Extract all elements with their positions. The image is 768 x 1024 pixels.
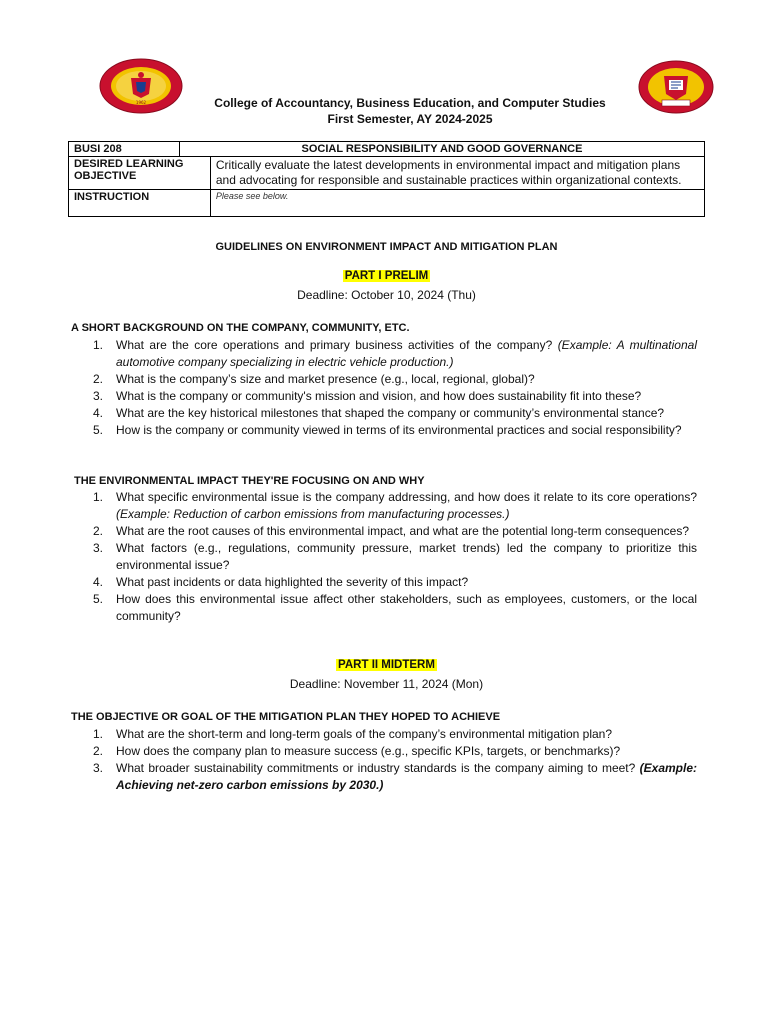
course-row xyxy=(69,142,705,157)
list-item xyxy=(71,760,697,794)
part2-deadline: Deadline: November 11, 2024 (Mon) xyxy=(289,677,484,691)
section-title: THE ENVIRONMENTAL IMPACT THEY'RE FOCUSING ON AND WHY xyxy=(74,475,425,487)
question-list xyxy=(71,726,697,794)
list-item xyxy=(71,743,697,760)
item-text: What factors (e.g., regulations, community pressure, market trends) led the company to prioritize this environmental issue? xyxy=(116,541,697,572)
course-info-table xyxy=(68,141,705,217)
list-item xyxy=(71,388,697,405)
item-text: What specific environmental issue is the company addressing, and how does it relate to its core operations? xyxy=(116,490,697,504)
instruction-row xyxy=(69,190,705,217)
part2-title xyxy=(68,659,705,671)
objective-row xyxy=(69,157,705,190)
list-item xyxy=(71,523,697,540)
question-list xyxy=(71,337,697,439)
item-text: What are the root causes of this environmental impact, and what are the potential long-term consequences? xyxy=(116,524,689,538)
item-example: (Example: Reduction of carbon emissions from manufacturing processes.) xyxy=(116,507,510,521)
list-item xyxy=(71,371,697,388)
part2-title-text: PART II MIDTERM xyxy=(338,659,435,671)
item-number: 1. xyxy=(93,490,104,504)
item-number: 1. xyxy=(93,727,104,741)
item-number: 5. xyxy=(93,423,104,437)
course-code: BUSI 208 xyxy=(69,142,180,157)
section-title: THE OBJECTIVE OR GOAL OF THE MITIGATION PLAN THEY HOPED TO ACHIEVE xyxy=(71,711,501,723)
list-item xyxy=(71,726,697,743)
item-text: What broader sustainability commitments or industry standards is the company aiming to meet? xyxy=(116,761,636,775)
item-number: 3. xyxy=(93,541,104,555)
item-text: What are the short-term and long-term goals of the company’s environmental mitigation plan? xyxy=(116,727,613,741)
item-example: (Example: A multinational automotive company specializing in electric vehicle production.) xyxy=(116,338,697,369)
list-item xyxy=(71,540,697,574)
item-number: 4. xyxy=(93,406,104,420)
section-title: A SHORT BACKGROUND ON THE COMPANY, COMMUNITY, ETC. xyxy=(71,322,410,334)
item-text: How is the company or community viewed in terms of its environmental practices and social responsibility? xyxy=(116,423,682,437)
list-item xyxy=(71,574,697,591)
item-example: (Example: Achieving net-zero carbon emissions by 2030.) xyxy=(116,761,697,792)
college-name: College of Accountancy, Business Education, and Computer Studies xyxy=(214,96,606,110)
item-text: What past incidents or data highlighted the severity of this impact? xyxy=(116,575,469,589)
item-text: How does the company plan to measure success (e.g., specific KPIs, targets, or benchmarks)? xyxy=(116,744,621,758)
item-number: 5. xyxy=(93,592,104,606)
instruction-label: INSTRUCTION xyxy=(69,190,211,217)
list-item xyxy=(71,422,697,439)
semester-label: First Semester, AY 2024-2025 xyxy=(327,112,493,126)
item-text: What are the core operations and primary business activities of the company? xyxy=(116,338,553,352)
item-number: 2. xyxy=(93,524,104,538)
part1-title xyxy=(68,270,705,282)
item-number: 4. xyxy=(93,575,104,589)
item-text: What is the company’s size and market presence (e.g., local, regional, global)? xyxy=(116,372,535,386)
course-title: SOCIAL RESPONSIBILITY AND GOOD GOVERNANCE xyxy=(180,142,705,157)
guidelines-title: GUIDELINES ON ENVIRONMENT IMPACT AND MITIGATION PLAN xyxy=(215,241,558,253)
item-number: 3. xyxy=(93,389,104,403)
instruction-text: Please see below. xyxy=(210,190,704,217)
seal-year: 1962 xyxy=(135,100,147,105)
list-item xyxy=(71,337,697,371)
question-list xyxy=(71,489,697,625)
list-item xyxy=(71,591,697,625)
item-text: What are the key historical milestones that shaped the company or community’s environmental stance? xyxy=(116,406,665,420)
item-number: 1. xyxy=(93,338,104,352)
item-text: How does this environmental issue affect other stakeholders, such as employees, customers, or the local community? xyxy=(116,592,697,623)
item-number: 2. xyxy=(93,744,104,758)
part1-title-text: PART I PRELIM xyxy=(344,270,429,282)
item-text: What is the company or community's mission and vision, and how does sustainability fit into these? xyxy=(116,389,642,403)
objective-text: Critically evaluate the latest developments in environmental impact and mitigation plans and advocating for responsible and sustainable practices within organizational contexts. xyxy=(210,157,704,190)
list-item xyxy=(71,489,697,523)
part1-deadline: Deadline: October 10, 2024 (Thu) xyxy=(297,288,476,302)
item-number: 2. xyxy=(93,372,104,386)
item-number: 3. xyxy=(93,761,104,775)
objective-label: DESIRED LEARNING OBJECTIVE xyxy=(69,157,211,190)
list-item xyxy=(71,405,697,422)
